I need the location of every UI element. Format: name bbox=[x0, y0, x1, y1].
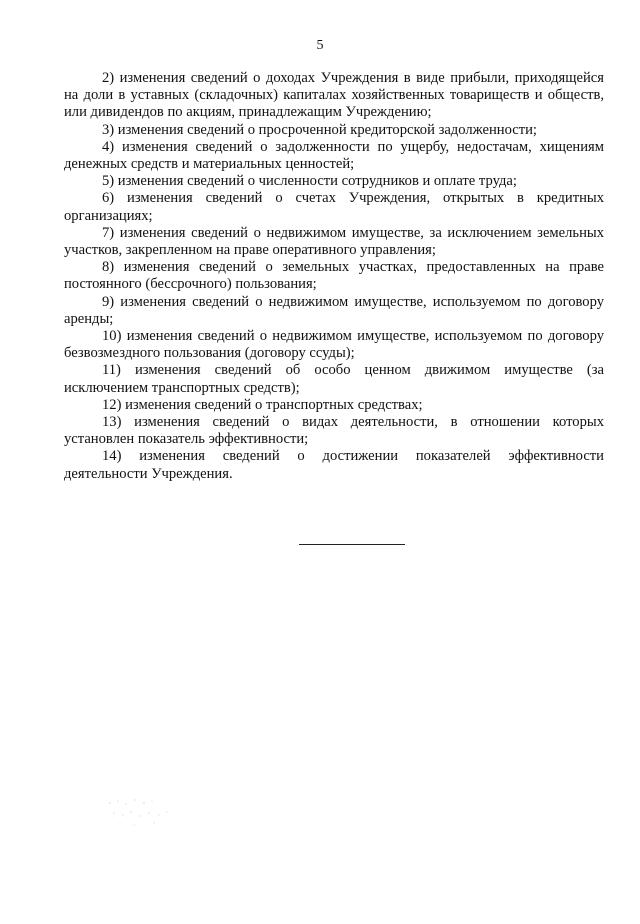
list-item: 11) изменения сведений об особо ценном движимом имуществе (за исключением транспортных средств); bbox=[64, 362, 604, 396]
end-divider-line bbox=[299, 544, 405, 545]
faint-stamp-mark bbox=[104, 795, 174, 831]
list-item: 12) изменения сведений о транспортных средствах; bbox=[102, 396, 423, 413]
document-body bbox=[64, 70, 604, 483]
list-item: 13) изменения сведений о видах деятельности, в отношении которых установлен показатель эффективности; bbox=[64, 414, 604, 448]
list-item: 14) изменения сведений о достижении показателей эффективности деятельности Учреждения. bbox=[64, 448, 604, 482]
list-item: 2) изменения сведений о доходах Учреждения в виде прибыли, приходящейся на доли в уставных (складочных) капиталах хозяйственных товариществ и обществ, или дивидендов по акциям, принадлежащим Учреждению; bbox=[64, 70, 604, 121]
list-item: 7) изменения сведений о недвижимом имуществе, за исключением земельных участков, закрепленном на праве оперативного управления; bbox=[64, 224, 604, 259]
list-item: 3) изменения сведений о просроченной кредиторской задолженности; bbox=[102, 121, 537, 138]
page-number: 5 bbox=[316, 38, 324, 53]
list-item: 8) изменения сведений о земельных участках, предоставленных на праве постоянного (бессрочного) пользования; bbox=[64, 259, 604, 293]
list-item: 6) изменения сведений о счетах Учреждения, открытых в кредитных организациях; bbox=[64, 190, 604, 224]
list-item: 10) изменения сведений о недвижимом имуществе, используемом по договору безвозмездного пользования (договору ссуды); bbox=[64, 328, 604, 362]
list-item: 4) изменения сведений о задолженности по ущербу, недостачам, хищениям денежных средств и материальных ценностей; bbox=[64, 138, 604, 173]
list-item: 9) изменения сведений о недвижимом имуществе, используемом по договору аренды; bbox=[64, 293, 604, 327]
list-item: 5) изменения сведений о численности сотрудников и оплате труда; bbox=[102, 173, 517, 190]
